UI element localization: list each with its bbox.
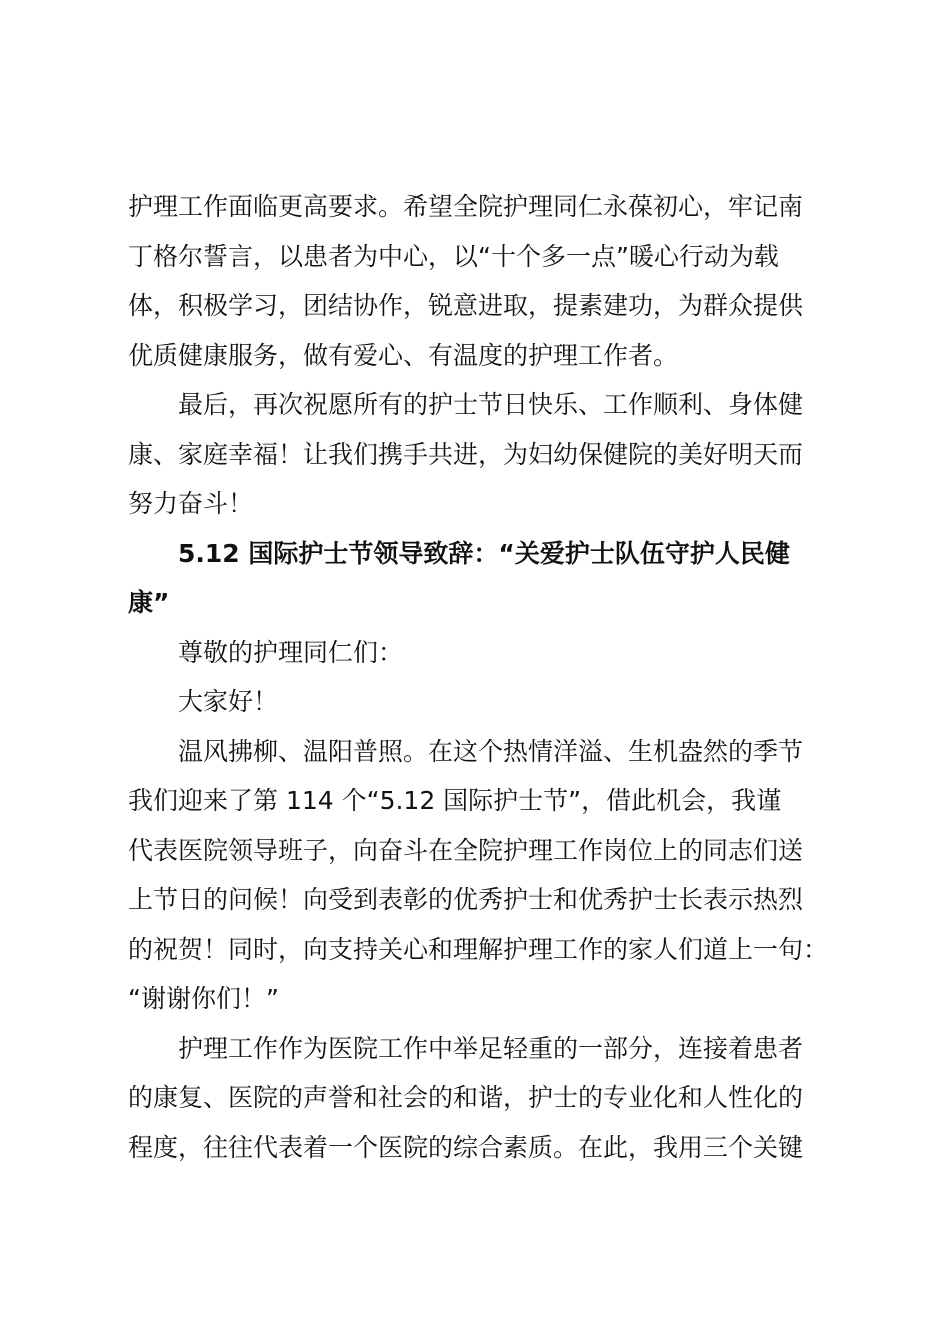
text-line: 优质健康服务，做有爱心、有温度的护理工作者。 [128, 340, 679, 370]
text-line: 尊敬的护理同仁们： [178, 637, 404, 667]
text-line: 代表医院领导班子，向奋斗在全院护理工作岗位上的同志们送 [128, 835, 804, 865]
paragraph-festival-greeting [128, 727, 832, 1024]
text-line: “谢谢你们！” [128, 984, 279, 1013]
paragraph-closing-wishes [128, 380, 832, 529]
text-line: 的康复、医院的声誉和社会的和谐，护士的专业化和人性化的 [128, 1083, 804, 1112]
text-line: 努力奋斗！ [128, 489, 254, 518]
salutation [128, 628, 832, 678]
heading-line: 5.12 国际护士节领导致辞：“关爱护士队伍守护人民健 [178, 538, 790, 568]
document-body [128, 182, 832, 1172]
text-line: 温风拂柳、温阳普照。在这个热情洋溢、生机盎然的季节 [178, 736, 804, 766]
text-line: 上节日的问候！向受到表彰的优秀护士和优秀护士长表示热烈 [128, 885, 804, 914]
heading-line: 康” [128, 588, 170, 617]
text-line: 程度，往往代表着一个医院的综合素质。在此，我用三个关键 [128, 1132, 804, 1162]
text-line: 丁格尔誓言，以患者为中心，以“十个多一点”暖心行动为载 [128, 241, 779, 271]
text-line: 康、家庭幸福！让我们携手共进，为妇幼保健院的美好明天而 [128, 439, 804, 469]
text-line: 大家好！ [178, 687, 279, 716]
paragraph-continuation [128, 182, 832, 380]
section-heading [128, 529, 832, 628]
text-line: 最后，再次祝愿所有的护士节日快乐、工作顺利、身体健 [178, 390, 804, 419]
text-line: 护理工作作为医院工作中举足轻重的一部分，连接着患者 [178, 1033, 804, 1063]
text-line: 我们迎来了第 114 个“5.12 国际护士节”，借此机会，我谨 [128, 786, 782, 815]
text-line: 体，积极学习，团结协作，锐意进取，提素建功，为群众提供 [128, 291, 804, 320]
greeting [128, 677, 832, 727]
text-line: 的祝贺！同时，向支持关心和理解护理工作的家人们道上一句： [128, 934, 829, 964]
paragraph-nursing-role [128, 1024, 832, 1173]
text-line: 护理工作面临更高要求。希望全院护理同仁永葆初心，牢记南 [128, 192, 804, 221]
